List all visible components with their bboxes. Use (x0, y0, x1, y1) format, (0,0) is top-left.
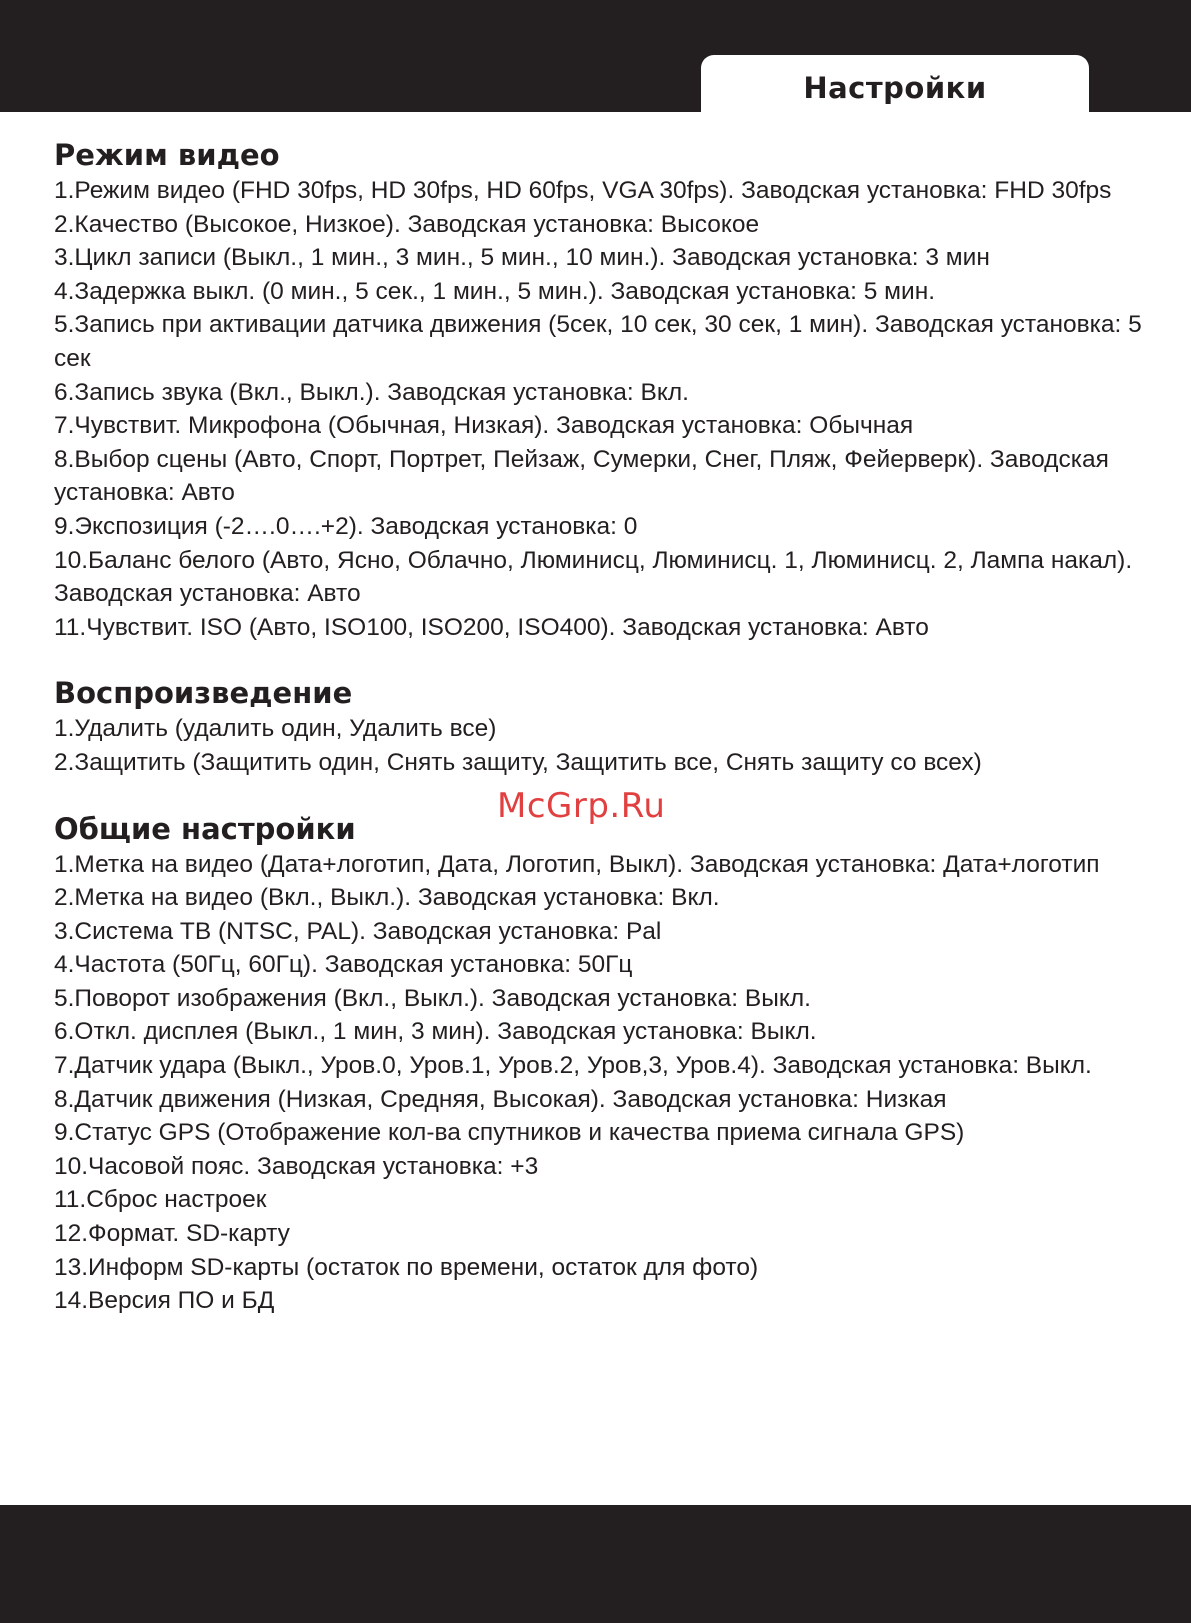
top-bar (0, 0, 1191, 112)
section-video-mode (54, 136, 1154, 644)
list-item: 7.Чувствит. Микрофона (Обычная, Низкая). Заводская установка: Обычная (54, 412, 914, 440)
list-item: 5.Запись при активации датчика движения (5сек, 10 сек, 30 сек, 1 мин). Заводская установка: 5 сек (54, 311, 1142, 372)
list-item: 3.Цикл записи (Выкл., 1 мин., 3 мин., 5 мин., 10 мин.). Заводская установка: 3 мин (54, 244, 990, 272)
list-item: 9.Экспозиция (-2….0….+2). Заводская установка: 0 (54, 512, 638, 540)
settings-list (54, 848, 1154, 1318)
list-item: 4.Частота (50Гц, 60Гц). Заводская установка: 50Гц (54, 951, 633, 979)
watermark: McGrp.Ru (497, 786, 666, 826)
list-item: 5.Поворот изображения (Вкл., Выкл.). Заводская установка: Выкл. (54, 984, 811, 1012)
list-item: 6.Запись звука (Вкл., Выкл.). Заводская установка: Вкл. (54, 378, 689, 406)
list-item: 11.Чувствит. ISO (Авто, ISO100, ISO200, ISO400). Заводская установка: Авто (54, 613, 929, 641)
section-heading: Режим видео (54, 138, 280, 172)
list-item: 7.Датчик удара (Выкл., Уров.0, Уров.1, Уров.2, Уров,3, Уров.4). Заводская установка: Выкл. (54, 1052, 1092, 1080)
list-item: 2.Защитить (Защитить один, Снять защиту, Защитить все, Снять защиту со всех) (54, 748, 982, 776)
section-playback (54, 674, 1154, 779)
list-item: 8.Датчик движения (Низкая, Средняя, Высокая). Заводская установка: Низкая (54, 1085, 947, 1113)
settings-list (54, 712, 1154, 779)
bottom-bar (0, 1505, 1191, 1623)
list-item: 8.Выбор сцены (Авто, Спорт, Портрет, Пейзаж, Сумерки, Снег, Пляж, Фейерверк). Заводская установка: Авто (54, 445, 1109, 507)
list-item: 1.Режим видео (FHD 30fps, HD 30fps, HD 60fps, VGA 30fps). Заводская установка: FHD 30fps (54, 177, 1112, 204)
settings-content (54, 136, 1154, 1348)
list-item: 2.Метка на видео (Вкл., Выкл.). Заводская установка: Вкл. (54, 884, 720, 912)
list-item: 12.Формат. SD-карту (54, 1220, 290, 1248)
list-item: 4.Задержка выкл. (0 мин., 5 сек., 1 мин., 5 мин.). Заводская установка: 5 мин. (54, 277, 936, 305)
section-heading: Общие настройки (54, 811, 356, 846)
list-item: 9.Статус GPS (Отображение кол-ва спутников и качества приема сигнала GPS) (54, 1119, 965, 1147)
section-general-settings (54, 810, 1154, 1318)
list-item: 1.Удалить (удалить один, Удалить все) (54, 715, 497, 743)
list-item: 1.Метка на видео (Дата+логотип, Дата, Логотип, Выкл). Заводская установка: Дата+логотип (54, 850, 1100, 878)
list-item: 11.Сброс настроек (54, 1186, 267, 1214)
section-heading: Воспроизведение (54, 676, 353, 711)
list-item: 6.Откл. дисплея (Выкл., 1 мин, 3 мин). Заводская установка: Выкл. (54, 1018, 817, 1046)
list-item: 10.Баланс белого (Авто, Ясно, Облачно, Люминисц, Люминисц. 1, Люминисц. 2, Лампа накал). Заводская установка: Авто (54, 546, 1133, 608)
list-item: 14.Версия ПО и БД (54, 1287, 275, 1315)
list-item: 10.Часовой пояс. Заводская установка: +3 (54, 1152, 539, 1180)
header-tab (701, 55, 1089, 112)
list-item: 3.Система ТВ (NTSC, PAL). Заводская установка: Pal (54, 917, 662, 945)
page-title: Настройки (803, 70, 987, 105)
list-item: 2.Качество (Высокое, Низкое). Заводская установка: Высокое (54, 210, 760, 238)
settings-list (54, 174, 1154, 644)
list-item: 13.Информ SD-карты (остаток по времени, остаток для фото) (54, 1253, 759, 1281)
